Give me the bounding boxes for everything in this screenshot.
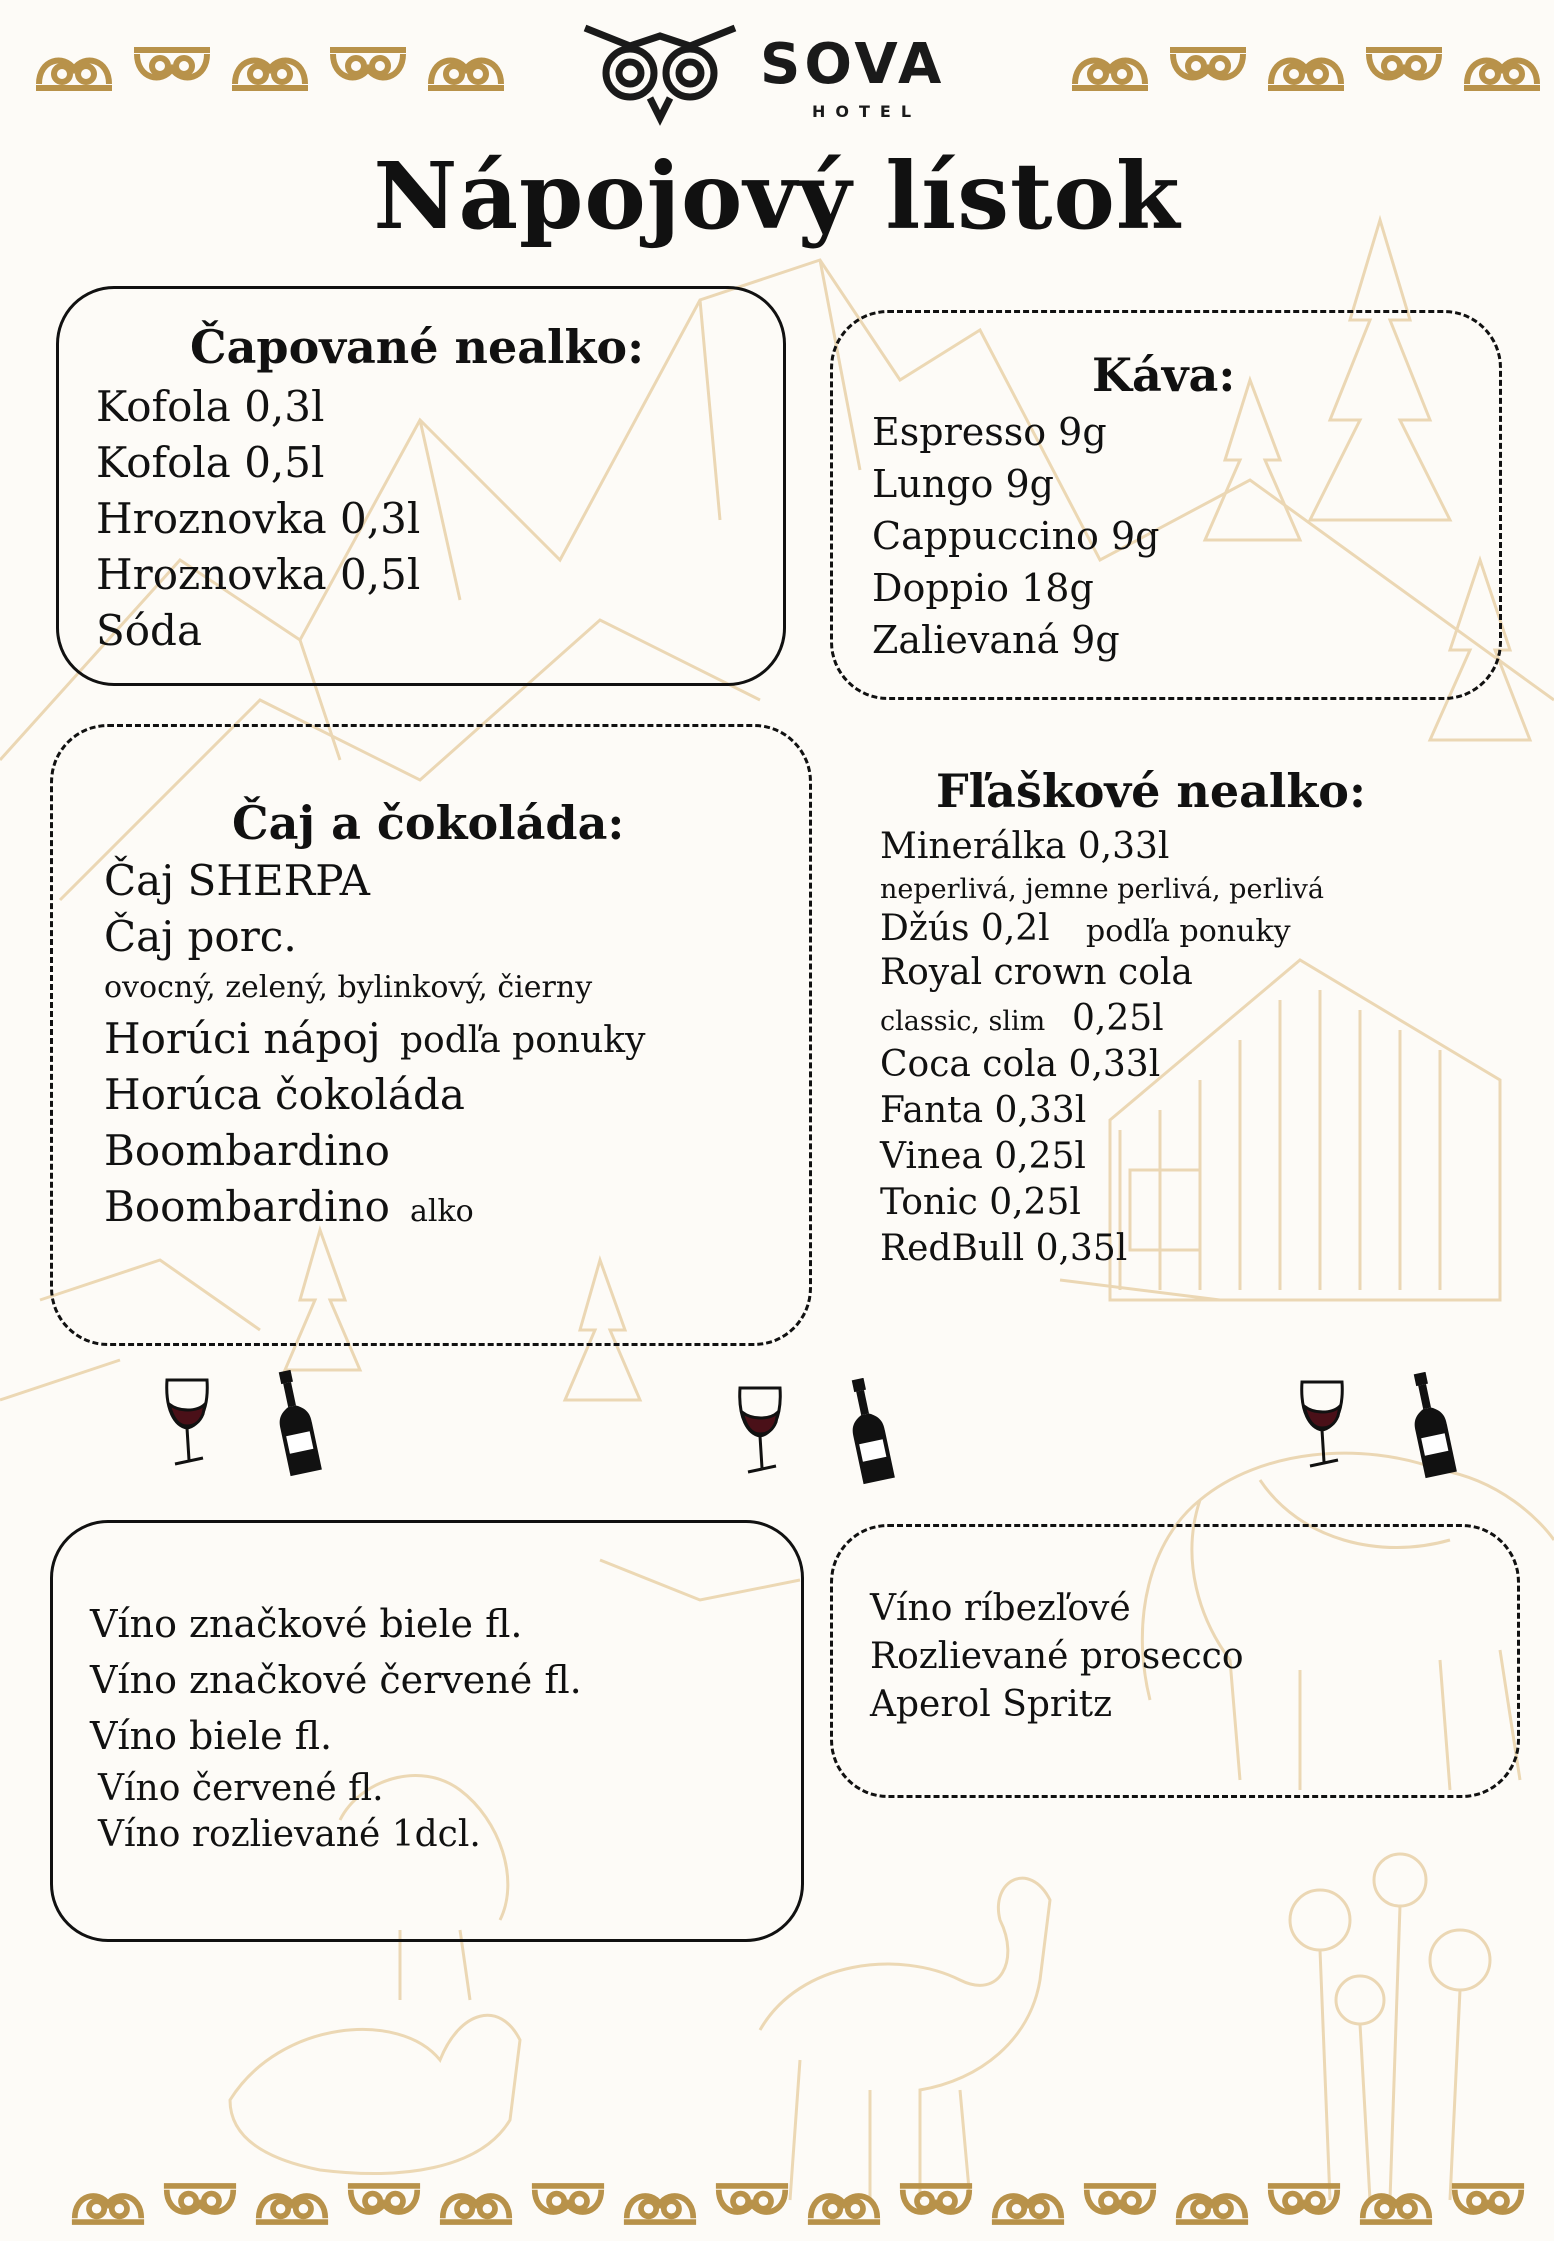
brand-name: SOVA bbox=[760, 32, 946, 97]
menu-item: Horúci nápoj bbox=[104, 1014, 381, 1063]
ornament-row-top-left bbox=[34, 44, 506, 94]
ornament-icon bbox=[1082, 2180, 1158, 2228]
ornament-icon bbox=[132, 44, 212, 94]
menu-item: Minerálka 0,33l bbox=[880, 826, 1170, 867]
ornament-icon bbox=[990, 2180, 1066, 2228]
menu-item: Boombardino bbox=[104, 1126, 390, 1175]
ornament-icon bbox=[1358, 2180, 1434, 2228]
ornament-icon bbox=[230, 44, 310, 94]
menu-item: Kofola 0,3l bbox=[96, 382, 325, 431]
ornament-icon bbox=[1462, 44, 1542, 94]
section-flaskove-title: Fľaškové nealko: bbox=[936, 764, 1366, 818]
menu-item: Zalievaná 9g bbox=[872, 618, 1120, 662]
ornament-row-top-right bbox=[1070, 44, 1542, 94]
wine-glass-bottle-icon bbox=[155, 1370, 335, 1480]
menu-item-note: neperlivá, jemne perlivá, perlivá bbox=[880, 874, 1324, 905]
wine-glass-bottle-icon bbox=[1290, 1372, 1470, 1482]
section-capovane-title: Čapované nealko: bbox=[190, 320, 645, 374]
menu-item: Lungo 9g bbox=[872, 462, 1054, 506]
menu-item: Cappuccino 9g bbox=[872, 514, 1160, 558]
menu-item: Hroznovka 0,5l bbox=[96, 550, 421, 599]
menu-item: Víno značkové červené fl. bbox=[90, 1658, 582, 1702]
ornament-icon bbox=[426, 44, 506, 94]
menu-item: Víno rozlievané 1dcl. bbox=[98, 1814, 481, 1855]
menu-item-note: ovocný, zelený, bylinkový, čierny bbox=[104, 970, 593, 1005]
menu-item: Aperol Spritz bbox=[870, 1684, 1113, 1725]
ornament-icon bbox=[34, 44, 114, 94]
menu-item-note: classic, slim bbox=[880, 1006, 1046, 1037]
ornament-icon bbox=[1174, 2180, 1250, 2228]
menu-item: Tonic 0,25l bbox=[880, 1182, 1081, 1223]
ornament-icon bbox=[806, 2180, 882, 2228]
menu-item: Sóda bbox=[96, 606, 202, 655]
owl-icon bbox=[580, 18, 740, 128]
ornament-icon bbox=[622, 2180, 698, 2228]
ornament-icon bbox=[1450, 2180, 1526, 2228]
menu-item-note: podľa ponuky bbox=[1086, 914, 1291, 949]
section-caj-title: Čaj a čokoláda: bbox=[232, 796, 625, 850]
menu-item: Royal crown cola bbox=[880, 952, 1193, 993]
ornament-row-bottom bbox=[70, 2180, 1526, 2228]
ornament-icon bbox=[1266, 44, 1346, 94]
menu-item: Kofola 0,5l bbox=[96, 438, 325, 487]
menu-item: Vinea 0,25l bbox=[880, 1136, 1086, 1177]
ornament-icon bbox=[1070, 44, 1150, 94]
section-kava-title: Káva: bbox=[1092, 348, 1236, 402]
brand-subtitle: HOTEL bbox=[812, 102, 922, 121]
ornament-icon bbox=[328, 44, 408, 94]
menu-item: Horúca čokoláda bbox=[104, 1070, 465, 1119]
ornament-icon bbox=[714, 2180, 790, 2228]
menu-item: Džús 0,2l bbox=[880, 908, 1050, 949]
menu-item: Víno biele fl. bbox=[90, 1714, 333, 1758]
menu-item: Rozlievané prosecco bbox=[870, 1636, 1244, 1677]
page-title: Nápojový lístok bbox=[373, 142, 1181, 250]
ornament-icon bbox=[1266, 2180, 1342, 2228]
ornament-icon bbox=[1364, 44, 1444, 94]
menu-item: Boombardino bbox=[104, 1182, 390, 1231]
menu-item: Hroznovka 0,3l bbox=[96, 494, 421, 543]
menu-item-note: podľa ponuky bbox=[400, 1020, 646, 1061]
menu-item: Čaj porc. bbox=[104, 912, 297, 961]
menu-item: Víno značkové biele fl. bbox=[90, 1602, 523, 1646]
menu-item: Víno červené fl. bbox=[98, 1768, 384, 1809]
menu-item: RedBull 0,35l bbox=[880, 1228, 1128, 1269]
ornament-icon bbox=[530, 2180, 606, 2228]
ornament-icon bbox=[438, 2180, 514, 2228]
menu-item: Coca cola 0,33l bbox=[880, 1044, 1161, 1085]
ornament-icon bbox=[898, 2180, 974, 2228]
menu-item: Espresso 9g bbox=[872, 410, 1107, 454]
ornament-icon bbox=[1168, 44, 1248, 94]
menu-item: Doppio 18g bbox=[872, 566, 1094, 610]
menu-item: Víno ríbezľové bbox=[870, 1588, 1131, 1629]
menu-item-note: alko bbox=[410, 1194, 474, 1229]
hotel-logo bbox=[580, 18, 1000, 128]
menu-item: Čaj SHERPA bbox=[104, 856, 370, 905]
ornament-icon bbox=[162, 2180, 238, 2228]
menu-item: Fanta 0,33l bbox=[880, 1090, 1087, 1131]
ornament-icon bbox=[70, 2180, 146, 2228]
ornament-icon bbox=[346, 2180, 422, 2228]
ornament-icon bbox=[254, 2180, 330, 2228]
menu-item: 0,25l bbox=[1072, 998, 1164, 1039]
wine-glass-bottle-icon bbox=[728, 1378, 908, 1488]
